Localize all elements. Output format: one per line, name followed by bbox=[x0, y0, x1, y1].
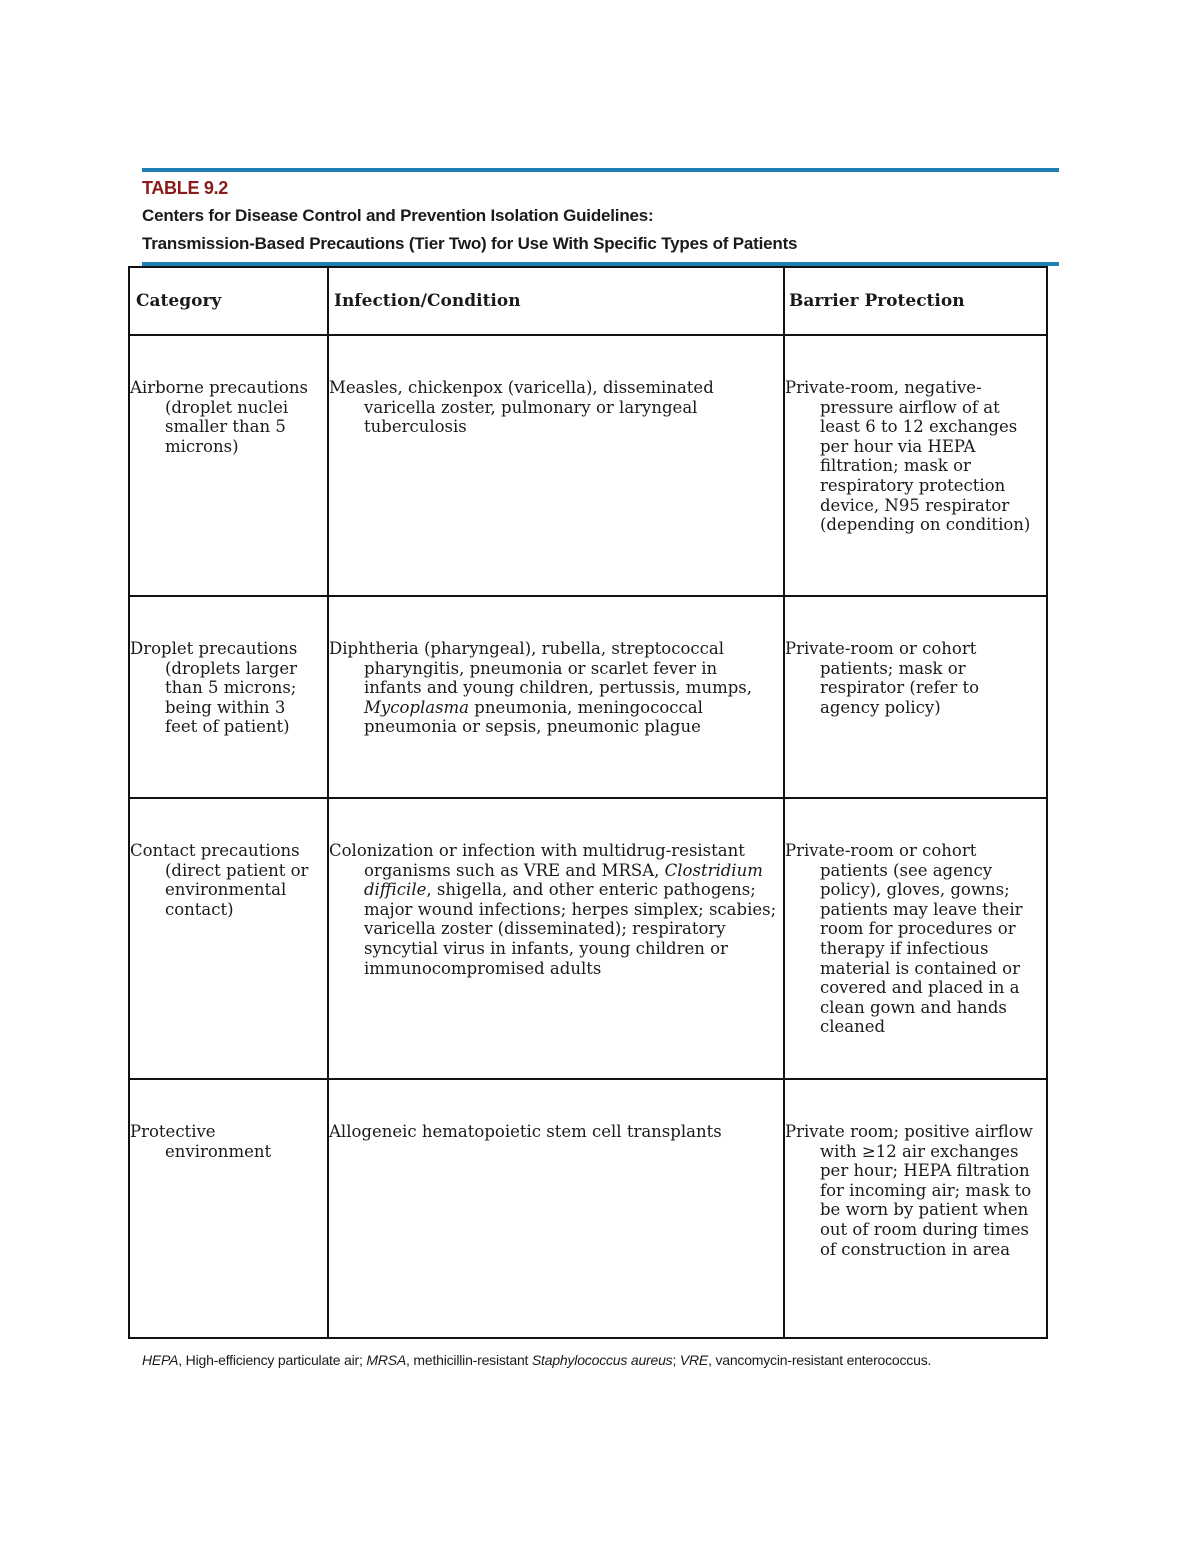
infection-italic-text: Clostridium difficile bbox=[364, 860, 763, 900]
precautions-table bbox=[128, 266, 1048, 1339]
barrier-cell: Private-room or cohort patients (see agency policy), gloves, gowns; patients may leave their room for procedures or therapy if infectious material is contained or covered and placed in a clean gown and hands cleaned bbox=[785, 841, 1023, 1037]
table-row bbox=[129, 1079, 1047, 1338]
footnote-text: , High-efficiency particulate air; bbox=[178, 1352, 367, 1368]
barrier-cell: Private room; positive airflow with ≥12 air exchanges per hour; HEPA filtration for incoming air; mask to be worn by patient when out of room during times of construction in area bbox=[785, 1122, 1033, 1259]
header-barrier: Barrier Protection bbox=[784, 267, 1047, 335]
category-cell: Droplet precautions (droplets larger than 5 microns; being within 3 feet of patient) bbox=[130, 639, 298, 737]
table-title-line-1: Centers for Disease Control and Prevention Isolation Guidelines: bbox=[142, 206, 654, 225]
infection-italic-text: Mycoplasma bbox=[364, 697, 470, 717]
barrier-cell: Private-room or cohort patients; mask or respirator (refer to agency policy) bbox=[785, 639, 980, 717]
table-label: TABLE 9.2 bbox=[142, 178, 228, 198]
barrier-cell: Private-room, negative-pressure airflow of at least 6 to 12 exchanges per hour via HEPA filtration; mask or respiratory protection device, N95 respirator (depending on condition) bbox=[785, 378, 1031, 535]
footnote-species: Staphylococcus aureus bbox=[531, 1352, 673, 1368]
infection-cell bbox=[329, 799, 783, 978]
table-footnote bbox=[142, 1352, 931, 1368]
infection-text: pneumonia, meningococcal pneumonia or sepsis, pneumonic plague bbox=[364, 697, 703, 737]
infection-cell: Measles, chickenpox (varicella), disseminated varicella zoster, pulmonary or laryngeal tuberculosis bbox=[329, 378, 714, 437]
table-title-line-2: Transmission-Based Precautions (Tier Two) for Use With Specific Types of Patients bbox=[142, 234, 798, 253]
footnote-text: ; bbox=[672, 1352, 680, 1368]
category-cell: Contact precautions (direct patient or environmental contact) bbox=[130, 841, 309, 919]
footnote-text: , methicillin-resistant bbox=[406, 1352, 532, 1368]
infection-cell: Allogeneic hematopoietic stem cell transplants bbox=[329, 1122, 722, 1141]
infection-text: , shigella, and other enteric pathogens; major wound infections; herpes simplex; scabies; varicella zoster (disseminated); respiratory syncytial virus in infants, young children or immunocompromised adults bbox=[364, 880, 777, 978]
infection-cell bbox=[329, 597, 783, 737]
header-category: Category bbox=[129, 267, 328, 335]
footnote-text: , vancomycin-resistant enterococcus. bbox=[708, 1352, 932, 1368]
footnote-abbr-mrsa: MRSA bbox=[366, 1352, 407, 1368]
table-row bbox=[129, 596, 1047, 798]
header-infection: Infection/Condition bbox=[328, 267, 784, 335]
footnote-abbr-vre: VRE bbox=[679, 1352, 709, 1368]
table-header-row bbox=[129, 267, 1047, 335]
table-row bbox=[129, 335, 1047, 596]
table-row bbox=[129, 798, 1047, 1079]
infection-text: Colonization or infection with multidrug-resistant organisms such as VRE and MRSA, bbox=[329, 841, 745, 880]
infection-text: Diphtheria (pharyngeal), rubella, streptococcal pharyngitis, pneumonia or scarlet fever in infants and young children, pertussis, mumps, bbox=[329, 639, 752, 698]
category-cell: Protective environment bbox=[130, 1122, 272, 1161]
category-cell: Airborne precautions (droplet nuclei smaller than 5 microns) bbox=[130, 378, 308, 456]
footnote-abbr-hepa: HEPA bbox=[142, 1352, 179, 1368]
top-rule bbox=[142, 168, 1059, 172]
